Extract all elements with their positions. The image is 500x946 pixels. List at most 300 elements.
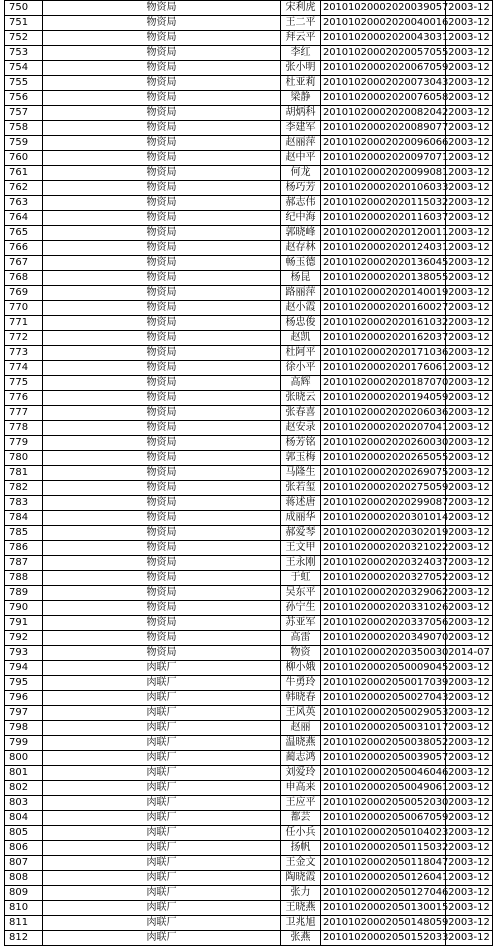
person-name: 张燕 bbox=[281, 931, 321, 946]
unit-name: 物资局 bbox=[43, 601, 281, 616]
row-number: 782 bbox=[5, 481, 43, 496]
person-name: 蔺志鸿 bbox=[281, 751, 321, 766]
table-row bbox=[5, 661, 493, 676]
person-name: 李建军 bbox=[281, 121, 321, 136]
unit-name: 物资局 bbox=[43, 91, 281, 106]
person-name: 陶晓霞 bbox=[281, 871, 321, 886]
date-cell: 2003-12 bbox=[446, 496, 493, 511]
person-name: 卫兆旭 bbox=[281, 916, 321, 931]
person-name: 王晓燕 bbox=[281, 901, 321, 916]
unit-name: 物资局 bbox=[43, 331, 281, 346]
person-name: 赵丽萍 bbox=[281, 136, 321, 151]
table-row bbox=[5, 76, 493, 91]
person-name: 胡炳科 bbox=[281, 106, 321, 121]
person-name: 牛勇玲 bbox=[281, 676, 321, 691]
date-cell: 2003-12 bbox=[446, 721, 493, 736]
row-number: 778 bbox=[5, 421, 43, 436]
unit-name: 物资局 bbox=[43, 271, 281, 286]
date-cell: 2003-12 bbox=[446, 226, 493, 241]
unit-name: 物资局 bbox=[43, 556, 281, 571]
row-number: 783 bbox=[5, 496, 43, 511]
row-number: 779 bbox=[5, 436, 43, 451]
record-id: 20101020002020073043 bbox=[321, 76, 446, 91]
date-cell: 2003-12 bbox=[446, 16, 493, 31]
record-id: 20101020002050052030 bbox=[321, 796, 446, 811]
record-id: 20101020002020324037 bbox=[321, 556, 446, 571]
table-row bbox=[5, 61, 493, 76]
date-cell: 2003-12 bbox=[446, 466, 493, 481]
date-cell: 2003-12 bbox=[446, 256, 493, 271]
unit-name: 肉联厂 bbox=[43, 886, 281, 901]
record-id: 20101020002020260030 bbox=[321, 436, 446, 451]
row-number: 768 bbox=[5, 271, 43, 286]
row-number: 785 bbox=[5, 526, 43, 541]
row-number: 792 bbox=[5, 631, 43, 646]
row-number: 752 bbox=[5, 31, 43, 46]
date-cell: 2003-12 bbox=[446, 376, 493, 391]
row-number: 773 bbox=[5, 346, 43, 361]
date-cell: 2003-12 bbox=[446, 136, 493, 151]
row-number: 767 bbox=[5, 256, 43, 271]
table-row bbox=[5, 106, 493, 121]
unit-name: 肉联厂 bbox=[43, 871, 281, 886]
person-name: 李红 bbox=[281, 46, 321, 61]
row-number: 811 bbox=[5, 916, 43, 931]
table-row bbox=[5, 466, 493, 481]
record-id: 20101020002020115032 bbox=[321, 196, 446, 211]
person-name: 杜阿平 bbox=[281, 346, 321, 361]
date-cell: 2003-12 bbox=[446, 526, 493, 541]
person-name: 申高来 bbox=[281, 781, 321, 796]
date-cell: 2003-12 bbox=[446, 916, 493, 931]
unit-name: 物资局 bbox=[43, 346, 281, 361]
unit-name: 肉联厂 bbox=[43, 856, 281, 871]
row-number: 804 bbox=[5, 811, 43, 826]
date-cell: 2003-12 bbox=[446, 841, 493, 856]
unit-name: 肉联厂 bbox=[43, 676, 281, 691]
row-number: 774 bbox=[5, 361, 43, 376]
table-row bbox=[5, 331, 493, 346]
date-cell: 2003-12 bbox=[446, 46, 493, 61]
row-number: 776 bbox=[5, 391, 43, 406]
person-name: 王文甲 bbox=[281, 541, 321, 556]
unit-name: 物资局 bbox=[43, 541, 281, 556]
date-cell: 2003-12 bbox=[446, 241, 493, 256]
table-row bbox=[5, 616, 493, 631]
table-row bbox=[5, 841, 493, 856]
record-id: 20101020002020329062 bbox=[321, 586, 446, 601]
person-name: 赵小霞 bbox=[281, 301, 321, 316]
row-number: 760 bbox=[5, 151, 43, 166]
date-cell: 2003-12 bbox=[446, 121, 493, 136]
unit-name: 物资局 bbox=[43, 391, 281, 406]
table-row bbox=[5, 121, 493, 136]
person-name: 张力 bbox=[281, 886, 321, 901]
table-row bbox=[5, 541, 493, 556]
record-id: 20101020002020327052 bbox=[321, 571, 446, 586]
table-row bbox=[5, 931, 493, 946]
date-cell: 2003-12 bbox=[446, 511, 493, 526]
date-cell: 2003-12 bbox=[446, 31, 493, 46]
table-row bbox=[5, 436, 493, 451]
record-id: 20101020002020099081 bbox=[321, 166, 446, 181]
record-id: 20101020002050046046 bbox=[321, 766, 446, 781]
record-id: 20101020002020040016 bbox=[321, 16, 446, 31]
person-name: 畅玉德 bbox=[281, 256, 321, 271]
person-name: 孙宁生 bbox=[281, 601, 321, 616]
unit-name: 物资局 bbox=[43, 226, 281, 241]
table-row bbox=[5, 676, 493, 691]
table-row bbox=[5, 646, 493, 661]
row-number: 777 bbox=[5, 406, 43, 421]
date-cell: 2003-12 bbox=[446, 601, 493, 616]
date-cell: 2003-12 bbox=[446, 331, 493, 346]
date-cell: 2003-12 bbox=[446, 571, 493, 586]
table-row bbox=[5, 451, 493, 466]
row-number: 750 bbox=[5, 1, 43, 16]
unit-name: 物资局 bbox=[43, 406, 281, 421]
record-id: 20101020002050152033 bbox=[321, 931, 446, 946]
date-cell: 2003-12 bbox=[446, 316, 493, 331]
record-id: 20101020002020136045 bbox=[321, 256, 446, 271]
row-number: 802 bbox=[5, 781, 43, 796]
person-name: 杨昆 bbox=[281, 271, 321, 286]
row-number: 754 bbox=[5, 61, 43, 76]
date-cell: 2003-12 bbox=[446, 676, 493, 691]
row-number: 771 bbox=[5, 316, 43, 331]
table-row bbox=[5, 826, 493, 841]
record-id: 20101020002020160027 bbox=[321, 301, 446, 316]
row-number: 751 bbox=[5, 16, 43, 31]
date-cell: 2003-12 bbox=[446, 391, 493, 406]
unit-name: 肉联厂 bbox=[43, 736, 281, 751]
table-row bbox=[5, 736, 493, 751]
person-name: 王永刚 bbox=[281, 556, 321, 571]
row-number: 758 bbox=[5, 121, 43, 136]
row-number: 794 bbox=[5, 661, 43, 676]
record-id: 20101020002020120011 bbox=[321, 226, 446, 241]
record-id: 20101020002020275059 bbox=[321, 481, 446, 496]
table-row bbox=[5, 301, 493, 316]
row-number: 801 bbox=[5, 766, 43, 781]
date-cell: 2003-12 bbox=[446, 871, 493, 886]
date-cell: 2003-12 bbox=[446, 421, 493, 436]
date-cell: 2003-12 bbox=[446, 196, 493, 211]
table-row bbox=[5, 151, 493, 166]
person-name: 物资 bbox=[281, 646, 321, 661]
unit-name: 物资局 bbox=[43, 121, 281, 136]
row-number: 788 bbox=[5, 571, 43, 586]
row-number: 763 bbox=[5, 196, 43, 211]
date-cell: 2014-07 bbox=[446, 646, 493, 661]
table-row bbox=[5, 511, 493, 526]
unit-name: 肉联厂 bbox=[43, 826, 281, 841]
date-cell: 2003-12 bbox=[446, 361, 493, 376]
record-id: 20101020002020194059 bbox=[321, 391, 446, 406]
unit-name: 物资局 bbox=[43, 571, 281, 586]
table-row bbox=[5, 481, 493, 496]
person-name: 赵安录 bbox=[281, 421, 321, 436]
record-id: 20101020002020350030 bbox=[321, 646, 446, 661]
date-cell: 2003-12 bbox=[446, 1, 493, 16]
record-id: 20101020002020187070 bbox=[321, 376, 446, 391]
unit-name: 物资局 bbox=[43, 61, 281, 76]
person-name: 杨忠俊 bbox=[281, 316, 321, 331]
unit-name: 肉联厂 bbox=[43, 781, 281, 796]
record-id: 20101020002050118047 bbox=[321, 856, 446, 871]
table-row bbox=[5, 556, 493, 571]
date-cell: 2003-12 bbox=[446, 586, 493, 601]
row-number: 770 bbox=[5, 301, 43, 316]
table-row bbox=[5, 286, 493, 301]
record-id: 20101020002020097071 bbox=[321, 151, 446, 166]
unit-name: 物资局 bbox=[43, 376, 281, 391]
table-row bbox=[5, 91, 493, 106]
table-row bbox=[5, 166, 493, 181]
unit-name: 物资局 bbox=[43, 256, 281, 271]
unit-name: 肉联厂 bbox=[43, 706, 281, 721]
person-name: 赵丽 bbox=[281, 721, 321, 736]
table-row bbox=[5, 241, 493, 256]
person-name: 梁静 bbox=[281, 91, 321, 106]
row-number: 807 bbox=[5, 856, 43, 871]
person-name: 苏亚军 bbox=[281, 616, 321, 631]
record-id: 20101020002020089077 bbox=[321, 121, 446, 136]
person-name: 王金文 bbox=[281, 856, 321, 871]
row-number: 759 bbox=[5, 136, 43, 151]
record-id: 20101020002020299087 bbox=[321, 496, 446, 511]
row-number: 755 bbox=[5, 76, 43, 91]
unit-name: 物资局 bbox=[43, 46, 281, 61]
unit-name: 物资局 bbox=[43, 1, 281, 16]
record-id: 20101020002020301014 bbox=[321, 511, 446, 526]
row-number: 797 bbox=[5, 706, 43, 721]
row-number: 780 bbox=[5, 451, 43, 466]
date-cell: 2003-12 bbox=[446, 301, 493, 316]
row-number: 764 bbox=[5, 211, 43, 226]
person-name: 张小明 bbox=[281, 61, 321, 76]
table-row bbox=[5, 226, 493, 241]
table-row bbox=[5, 181, 493, 196]
record-id: 20101020002020162037 bbox=[321, 331, 446, 346]
record-id: 20101020002050031017 bbox=[321, 721, 446, 736]
table-row bbox=[5, 46, 493, 61]
row-number: 812 bbox=[5, 931, 43, 946]
row-number: 772 bbox=[5, 331, 43, 346]
unit-name: 物资局 bbox=[43, 586, 281, 601]
table-row bbox=[5, 316, 493, 331]
date-cell: 2003-12 bbox=[446, 901, 493, 916]
row-number: 799 bbox=[5, 736, 43, 751]
person-name: 蒋述唐 bbox=[281, 496, 321, 511]
unit-name: 物资局 bbox=[43, 76, 281, 91]
record-id: 20101020002020106033 bbox=[321, 181, 446, 196]
date-cell: 2003-12 bbox=[446, 796, 493, 811]
person-name: 张春喜 bbox=[281, 406, 321, 421]
person-name: 吴东平 bbox=[281, 586, 321, 601]
unit-name: 肉联厂 bbox=[43, 916, 281, 931]
table-row bbox=[5, 271, 493, 286]
unit-name: 物资局 bbox=[43, 421, 281, 436]
unit-name: 物资局 bbox=[43, 286, 281, 301]
date-cell: 2003-12 bbox=[446, 406, 493, 421]
row-number: 762 bbox=[5, 181, 43, 196]
table-row bbox=[5, 691, 493, 706]
table-row bbox=[5, 751, 493, 766]
table-row bbox=[5, 916, 493, 931]
record-id: 20101020002020265055 bbox=[321, 451, 446, 466]
unit-name: 物资局 bbox=[43, 241, 281, 256]
table-row bbox=[5, 391, 493, 406]
date-cell: 2003-12 bbox=[446, 766, 493, 781]
row-number: 793 bbox=[5, 646, 43, 661]
record-id: 20101020002050049061 bbox=[321, 781, 446, 796]
date-cell: 2003-12 bbox=[446, 751, 493, 766]
unit-name: 物资局 bbox=[43, 496, 281, 511]
table-row bbox=[5, 421, 493, 436]
table-row bbox=[5, 886, 493, 901]
person-name: 杨芳铭 bbox=[281, 436, 321, 451]
record-id: 20101020002050027043 bbox=[321, 691, 446, 706]
unit-name: 物资局 bbox=[43, 436, 281, 451]
table-row bbox=[5, 1, 493, 16]
record-id: 20101020002020057055 bbox=[321, 46, 446, 61]
person-name: 宋利虎 bbox=[281, 1, 321, 16]
unit-name: 物资局 bbox=[43, 31, 281, 46]
person-name: 何龙 bbox=[281, 166, 321, 181]
row-number: 786 bbox=[5, 541, 43, 556]
date-cell: 2003-12 bbox=[446, 811, 493, 826]
person-name: 赵凯 bbox=[281, 331, 321, 346]
unit-name: 物资局 bbox=[43, 211, 281, 226]
record-id: 20101020002020124031 bbox=[321, 241, 446, 256]
records-table-body bbox=[5, 1, 493, 946]
row-number: 784 bbox=[5, 511, 43, 526]
date-cell: 2003-12 bbox=[446, 91, 493, 106]
row-number: 803 bbox=[5, 796, 43, 811]
row-number: 798 bbox=[5, 721, 43, 736]
date-cell: 2003-12 bbox=[446, 616, 493, 631]
unit-name: 物资局 bbox=[43, 151, 281, 166]
row-number: 769 bbox=[5, 286, 43, 301]
table-row bbox=[5, 526, 493, 541]
table-row bbox=[5, 211, 493, 226]
row-number: 757 bbox=[5, 106, 43, 121]
record-id: 20101020002020206036 bbox=[321, 406, 446, 421]
row-number: 810 bbox=[5, 901, 43, 916]
person-name: 张晓云 bbox=[281, 391, 321, 406]
record-id: 20101020002050127046 bbox=[321, 886, 446, 901]
record-id: 20101020002020171036 bbox=[321, 346, 446, 361]
row-number: 765 bbox=[5, 226, 43, 241]
record-id: 20101020002020138055 bbox=[321, 271, 446, 286]
record-id: 20101020002020269075 bbox=[321, 466, 446, 481]
unit-name: 物资局 bbox=[43, 361, 281, 376]
person-name: 郝志伟 bbox=[281, 196, 321, 211]
person-name: 王风英 bbox=[281, 706, 321, 721]
unit-name: 物资局 bbox=[43, 466, 281, 481]
unit-name: 肉联厂 bbox=[43, 931, 281, 946]
table-row bbox=[5, 721, 493, 736]
row-number: 808 bbox=[5, 871, 43, 886]
record-id: 20101020002020067059 bbox=[321, 61, 446, 76]
date-cell: 2003-12 bbox=[446, 691, 493, 706]
date-cell: 2003-12 bbox=[446, 166, 493, 181]
table-row bbox=[5, 196, 493, 211]
person-name: 徐小平 bbox=[281, 361, 321, 376]
date-cell: 2003-12 bbox=[446, 556, 493, 571]
record-id: 20101020002020302019 bbox=[321, 526, 446, 541]
table-row bbox=[5, 496, 493, 511]
person-name: 高雷 bbox=[281, 631, 321, 646]
record-id: 20101020002020096066 bbox=[321, 136, 446, 151]
record-id: 20101020002050009045 bbox=[321, 661, 446, 676]
table-row bbox=[5, 631, 493, 646]
date-cell: 2003-12 bbox=[446, 856, 493, 871]
unit-name: 肉联厂 bbox=[43, 796, 281, 811]
record-id: 20101020002020331026 bbox=[321, 601, 446, 616]
person-name: 柳小娥 bbox=[281, 661, 321, 676]
person-name: 郭晓峰 bbox=[281, 226, 321, 241]
record-id: 20101020002050130015 bbox=[321, 901, 446, 916]
table-row bbox=[5, 376, 493, 391]
person-name: 拜云平 bbox=[281, 31, 321, 46]
record-id: 20101020002050148059 bbox=[321, 916, 446, 931]
date-cell: 2003-12 bbox=[446, 151, 493, 166]
unit-name: 物资局 bbox=[43, 181, 281, 196]
date-cell: 2003-12 bbox=[446, 931, 493, 946]
date-cell: 2003-12 bbox=[446, 271, 493, 286]
unit-name: 物资局 bbox=[43, 511, 281, 526]
record-id: 20101020002020039057 bbox=[321, 1, 446, 16]
date-cell: 2003-12 bbox=[446, 211, 493, 226]
person-name: 纪中海 bbox=[281, 211, 321, 226]
person-name: 王应平 bbox=[281, 796, 321, 811]
record-id: 20101020002020140019 bbox=[321, 286, 446, 301]
date-cell: 2003-12 bbox=[446, 451, 493, 466]
row-number: 753 bbox=[5, 46, 43, 61]
row-number: 795 bbox=[5, 676, 43, 691]
person-name: 高辉 bbox=[281, 376, 321, 391]
date-cell: 2003-12 bbox=[446, 706, 493, 721]
person-name: 赵中平 bbox=[281, 151, 321, 166]
record-id: 20101020002020116037 bbox=[321, 211, 446, 226]
person-name: 路丽萍 bbox=[281, 286, 321, 301]
table-row bbox=[5, 256, 493, 271]
record-id: 20101020002050038052 bbox=[321, 736, 446, 751]
row-number: 787 bbox=[5, 556, 43, 571]
table-row bbox=[5, 346, 493, 361]
person-name: 郝爱琴 bbox=[281, 526, 321, 541]
person-name: 张若玺 bbox=[281, 481, 321, 496]
unit-name: 物资局 bbox=[43, 646, 281, 661]
record-id: 20101020002050017039 bbox=[321, 676, 446, 691]
record-id: 20101020002020349070 bbox=[321, 631, 446, 646]
table-row bbox=[5, 901, 493, 916]
record-id: 20101020002020161032 bbox=[321, 316, 446, 331]
table-row bbox=[5, 766, 493, 781]
row-number: 775 bbox=[5, 376, 43, 391]
person-name: 任小兵 bbox=[281, 826, 321, 841]
record-id: 20101020002050029053 bbox=[321, 706, 446, 721]
table-row bbox=[5, 601, 493, 616]
person-name: 郭玉梅 bbox=[281, 451, 321, 466]
table-row bbox=[5, 586, 493, 601]
date-cell: 2003-12 bbox=[446, 106, 493, 121]
person-name: 刘爱玲 bbox=[281, 766, 321, 781]
person-name: 杜亚莉 bbox=[281, 76, 321, 91]
date-cell: 2003-12 bbox=[446, 886, 493, 901]
